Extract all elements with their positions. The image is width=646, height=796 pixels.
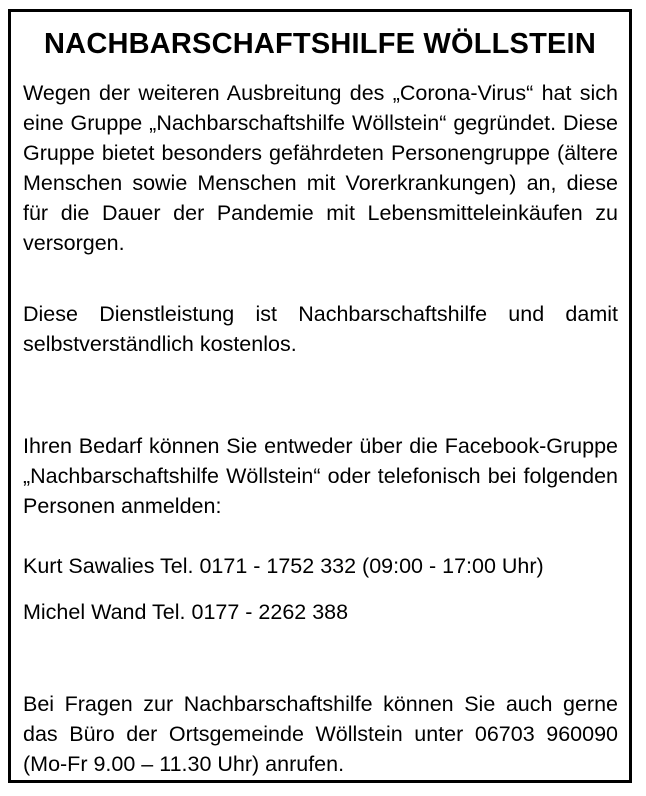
- registration-paragraph: Ihren Bedarf können Sie entweder über die Facebook-Gruppe „Nachbarschaftshilfe Wöllstein“ oder telefonisch bei folgenden Personen anmelden:: [23, 434, 618, 518]
- contact-michel-wand: Michel Wand Tel. 0177 - 2262 388: [23, 600, 349, 624]
- intro-paragraph: Wegen der weiteren Ausbreitung des „Corona-Virus“ hat sich eine Gruppe „Nachbarschaftshilfe Wöllstein“ gegründet. Diese Gruppe bietet besonders gefährdeten Personengruppe (ältere Menschen sowie Menschen mit Vorerkrankungen) an, diese für die Dauer der Pandemie mit Lebensmitteleinkäufen zu versorgen.: [23, 81, 618, 255]
- contact-kurt-sawalies: Kurt Sawalies Tel. 0171 - 1752 332 (09:00 - 17:00 Uhr): [23, 554, 544, 578]
- notice-frame: [8, 9, 632, 783]
- service-free-paragraph: Diese Dienstleistung ist Nachbarschaftshilfe und damit selbstverständlich kostenlos.: [23, 302, 618, 356]
- notice-title: NACHBARSCHAFTSHILFE WÖLLSTEIN: [44, 28, 596, 60]
- questions-paragraph: Bei Fragen zur Nachbarschaftshilfe können Sie auch gerne das Büro der Ortsgemeinde Wöllstein unter 06703 960090 (Mo-Fr 9.00 – 11.30 Uhr) anrufen.: [23, 692, 618, 776]
